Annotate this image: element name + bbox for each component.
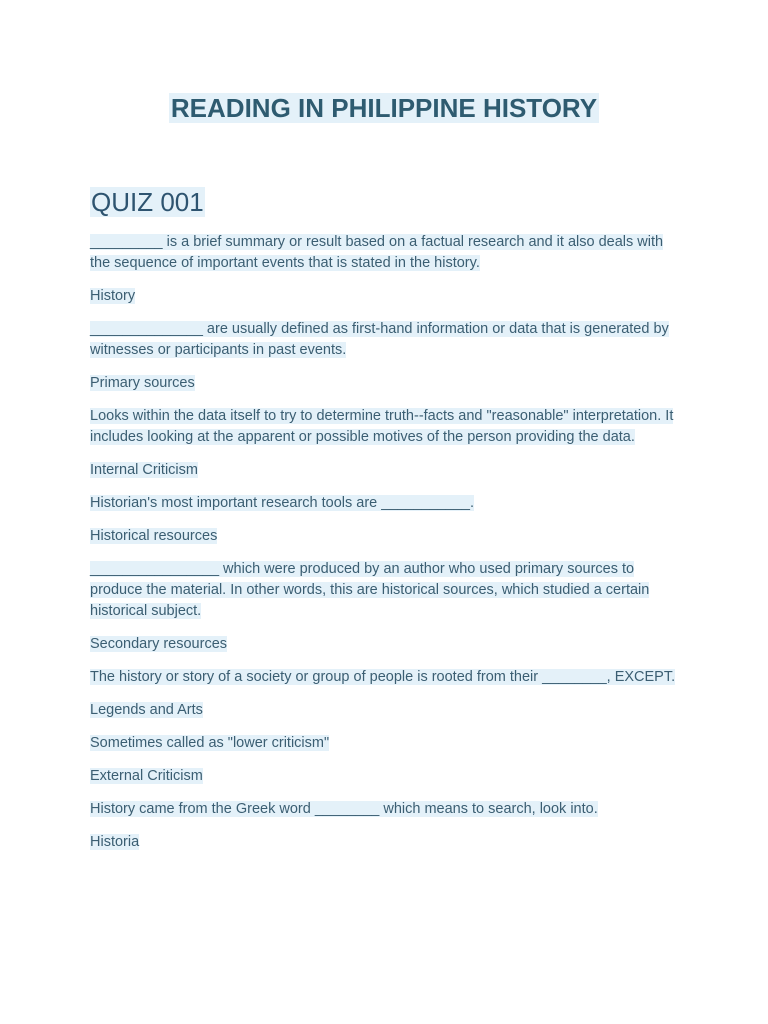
answer-text: Secondary resources [90,636,228,652]
answer-text: Historical resources [90,528,218,544]
question-4 [90,493,680,514]
quiz-heading-text: QUIZ 001 [91,187,204,217]
question-text: The history or story of a society or group of people is rooted from their ________, EXCEPT. [90,669,676,685]
question-text: ________________ which were produced by an author who used primary sources to produce the material. In other words, this are historical sources, which studied a certain historical subject. [90,561,650,619]
answer-8 [90,832,680,853]
question-8 [90,799,680,820]
answer-3 [90,460,680,481]
question-text: _________ is a brief summary or result based on a factual research and it also deals with the sequence of important events that is stated in the history. [90,234,664,271]
answer-text: External Criticism [90,768,203,784]
answer-text: Primary sources [90,375,195,391]
answer-text: Legends and Arts [90,702,203,718]
quiz-heading [90,186,205,218]
question-answer-list [90,232,680,865]
document-title [0,92,768,124]
answer-text: Historia [90,834,140,850]
answer-1 [90,286,680,307]
question-text: Sometimes called as "lower criticism" [90,735,330,751]
answer-text: Internal Criticism [90,462,198,478]
question-7 [90,733,680,754]
question-text: Historian's most important research tools are ___________. [90,495,475,511]
answer-4 [90,526,680,547]
question-2 [90,319,680,361]
question-1 [90,232,680,274]
question-text: ______________ are usually defined as first-hand information or data that is generated by witnesses or participants in past events. [90,321,669,358]
answer-text: History [90,288,136,304]
question-6 [90,667,680,688]
question-5 [90,559,680,622]
answer-2 [90,373,680,394]
answer-5 [90,634,680,655]
document-title-text: READING IN PHILIPPINE HISTORY [170,93,598,123]
answer-7 [90,766,680,787]
answer-6 [90,700,680,721]
question-3 [90,406,680,448]
question-text: Looks within the data itself to try to determine truth--facts and "reasonable" interpretation. It includes looking at the apparent or possible motives of the person providing the data. [90,408,674,445]
question-text: History came from the Greek word ________ which means to search, look into. [90,801,598,817]
